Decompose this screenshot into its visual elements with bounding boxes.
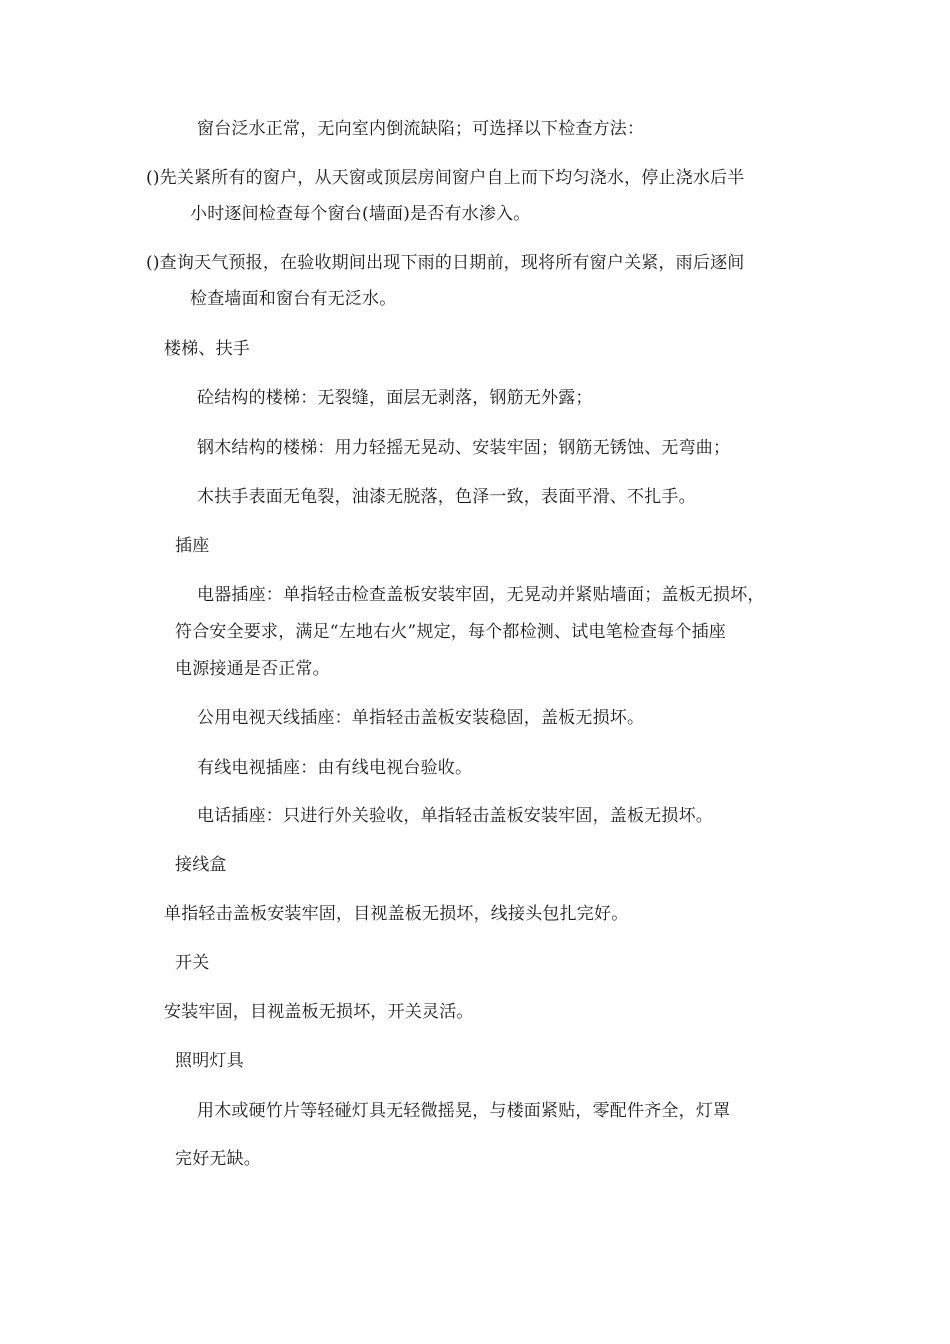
window-flashing-intro: 窗台泛水正常，无向室内倒流缺陷；可选择以下检查方法： (197, 119, 645, 139)
stairs-item-concrete: 砼结构的楼梯：无裂缝，面层无剥落，钢筋无外露； (197, 388, 593, 408)
socket-item-cable-tv: 有线电视插座：由有线电视台验收。 (197, 758, 473, 778)
stairs-item-steel-wood: 钢木结构的楼梯：用力轻摇无晃动、安装牢固；钢筋无锈蚀、无弯曲； (197, 438, 731, 458)
junction-box-heading: 接线盒 (175, 855, 227, 875)
lighting-text-line-1: 用木或硬竹片等轻碰灯具无轻微摇晃，与楼面紧贴，零配件齐全，灯罩 (197, 1101, 731, 1121)
stairs-item-handrail: 木扶手表面无龟裂，油漆无脱落，色泽一致，表面平滑、不扎手。 (197, 487, 696, 507)
socket-item-telephone: 电话插座：只进行外关验收，单指轻击盖板安装牢固，盖板无损坏。 (197, 806, 713, 826)
socket-heading: 插座 (175, 536, 210, 556)
switch-heading: 开关 (175, 953, 210, 973)
window-method-1-line-2: 小时逐间检查每个窗台(墙面)是否有水渗入。 (190, 204, 531, 224)
lighting-text-line-2: 完好无缺。 (175, 1149, 261, 1169)
window-method-2-line-1: ()查询天气预报，在验收期间出现下雨的日期前，现将所有窗户关紧，雨后逐间 (146, 253, 745, 273)
stairs-heading: 楼梯、扶手 (164, 339, 250, 359)
socket-item-electric-line-1: 电器插座：单指轻击检查盖板安装牢固，无晃动并紧贴墙面；盖板无损坏， (197, 585, 765, 605)
junction-box-text: 单指轻击盖板安装牢固，目视盖板无损坏，线接头包扎完好。 (164, 904, 629, 924)
socket-item-electric-line-3: 电源接通是否正常。 (175, 659, 330, 679)
socket-item-tv-antenna: 公用电视天线插座：单指轻击盖板安装稳固，盖板无损坏。 (197, 708, 645, 728)
window-method-2-line-2: 检查墙面和窗台有无泛水。 (190, 289, 397, 309)
lighting-heading: 照明灯具 (175, 1051, 244, 1071)
switch-text: 安装牢固，目视盖板无损坏，开关灵活。 (164, 1002, 474, 1022)
window-method-1-line-1: ()先关紧所有的窗户，从天窗或顶层房间窗户自上而下均匀浇水，停止浇水后半 (146, 168, 745, 188)
socket-item-electric-line-2: 符合安全要求，满足“左地右火”规定，每个都检测、试电笔检查每个插座 (175, 622, 726, 642)
